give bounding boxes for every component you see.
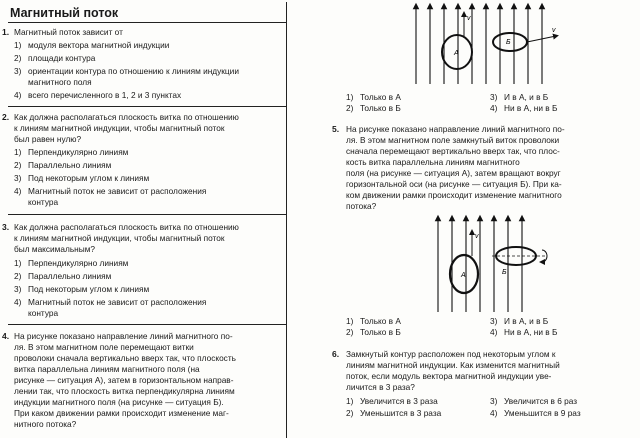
answer-option: 1) Перпендикулярно линиям	[14, 147, 129, 157]
answer-option: 1) Увеличится в 3 раза	[346, 396, 438, 406]
answer-option-continuation: магнитного поля	[28, 77, 92, 87]
answer-option: 4) всего перечисленного в 1, 2 и 3 пунктах	[14, 90, 182, 100]
velocity-label-a: v	[467, 15, 471, 22]
question-number: 4.	[2, 331, 10, 341]
velocity-label-a: v	[475, 233, 479, 240]
question-text-line: личится в 3 раза?	[346, 382, 415, 392]
question-text-line: проволоки сначала вертикально вверх так, что плоскость	[14, 353, 236, 363]
question-text-line: был максимальным?	[14, 244, 96, 254]
question-text-line: к линиям магнитной индукции, чтобы магнитный поток	[14, 233, 225, 243]
answer-option-continuation: контура	[28, 308, 59, 318]
answer-option: 1) Перпендикулярно линиям	[14, 258, 129, 268]
question-separator	[8, 214, 286, 215]
coil-b-label: Б	[502, 269, 507, 276]
answer-option: 4) Ни в А, ни в Б	[490, 327, 558, 337]
question-text-line: сначала перемещают вертикально вверх так, что плос-	[346, 146, 560, 156]
answer-option: 1) Только в А	[346, 92, 401, 102]
question-text-line: Как должна располагаться плоскость витка по отношению	[14, 222, 239, 232]
page-title: Магнитный поток	[10, 6, 119, 20]
question-text-line: витка параллельна линиям магнитного поля (на	[14, 364, 200, 374]
question-text-line: ля. В этом магнитном поле замкнутый виток проволоки	[346, 135, 560, 145]
answer-option: 1) модуля вектора магнитной индукции	[14, 40, 170, 50]
left-column-rule	[286, 2, 287, 438]
answer-option: 3) И в А, и в Б	[490, 316, 549, 326]
answer-option: 4) Уменьшится в 9 раз	[490, 408, 581, 418]
answer-option: 3) И в А, и в Б	[490, 92, 549, 102]
answer-option-continuation: контура	[28, 197, 59, 207]
answer-option: 3) Под некоторым углом к линиям	[14, 284, 150, 294]
question-text-line: Как должна располагаться плоскость витка по отношению	[14, 112, 239, 122]
answer-option: 4) Магнитный поток не зависит от расположения	[14, 297, 207, 307]
question-text-line: был равен нулю?	[14, 134, 82, 144]
question-text-line: рисунке — ситуация А), затем в горизонтальном направ-	[14, 375, 234, 385]
answer-option: 2) Параллельно линиям	[14, 271, 112, 281]
question-text-line: потока?	[346, 201, 377, 211]
question-text-line: поля (на рисунке — ситуация А), затем вращают вокруг	[346, 168, 561, 178]
question-text-line: поток, если модуль вектора магнитной индукции уве-	[346, 371, 552, 381]
magnetic-field-figure-1	[408, 0, 568, 88]
coil-a-label: А	[454, 50, 459, 57]
question-number: 1.	[2, 27, 10, 37]
answer-option: 2) Только в Б	[346, 103, 401, 113]
question-text-line: На рисунке показано направление линий магнитного по-	[14, 331, 233, 341]
field-lines	[416, 6, 542, 84]
magnetic-field-figure-2	[430, 208, 560, 316]
question-number: 2.	[2, 112, 10, 122]
question-separator	[8, 324, 286, 325]
answer-option: 3) Под некоторым углом к линиям	[14, 173, 150, 183]
question-text-line: линиям магнитной индукции. Как изменится магнитный	[346, 360, 560, 370]
answer-option: 3) ориентации контура по отношению к линиям индукции	[14, 66, 239, 76]
question-text-line: На рисунке показано направление линий магнитного по-	[346, 124, 565, 134]
question-number: 3.	[2, 222, 10, 232]
answer-option: 2) Параллельно линиям	[14, 160, 112, 170]
answer-option: 1) Только в А	[346, 316, 401, 326]
question-text: Магнитный поток зависит от	[14, 27, 123, 37]
coil-b-label: Б	[506, 39, 511, 46]
answer-option: 4) Магнитный поток не зависит от расположения	[14, 186, 207, 196]
question-separator	[8, 106, 286, 107]
question-text-line: ком движении рамки происходит изменение магнитного	[346, 190, 562, 200]
question-number: 5.	[332, 124, 340, 134]
question-text-line: индукции магнитного поля (на рисунке — ситуация Б).	[14, 397, 224, 407]
title-underline	[8, 22, 286, 23]
answer-option: 3) Увеличится в 6 раз	[490, 396, 578, 406]
answer-option: 2) Только в Б	[346, 327, 401, 337]
question-text-line: лении так, что плоскость витка перпендикулярна линиям	[14, 386, 235, 396]
question-text-line: кость витка параллельна линиям магнитного	[346, 157, 520, 167]
question-text-line: Замкнутый контур расположен под некоторым углом к	[346, 349, 556, 359]
question-number: 6.	[332, 349, 340, 359]
coil-a-label: А	[461, 272, 466, 279]
answer-option: 2) площади контура	[14, 53, 96, 63]
velocity-label-b: v	[552, 27, 556, 34]
question-text-line: нитного потока?	[14, 419, 77, 429]
question-text-line: горизонтальной оси (на рисунке — ситуация Б). При ка-	[346, 179, 562, 189]
question-text-line: ля. В этом магнитном поле перемещают витки	[14, 342, 194, 352]
answer-option: 4) Ни в А, ни в Б	[490, 103, 558, 113]
answer-option: 2) Уменьшится в 3 раза	[346, 408, 442, 418]
question-text-line: При каком движении рамки происходит изменение маг-	[14, 408, 229, 418]
question-text-line: к линиям магнитной индукции, чтобы магнитный поток	[14, 123, 225, 133]
